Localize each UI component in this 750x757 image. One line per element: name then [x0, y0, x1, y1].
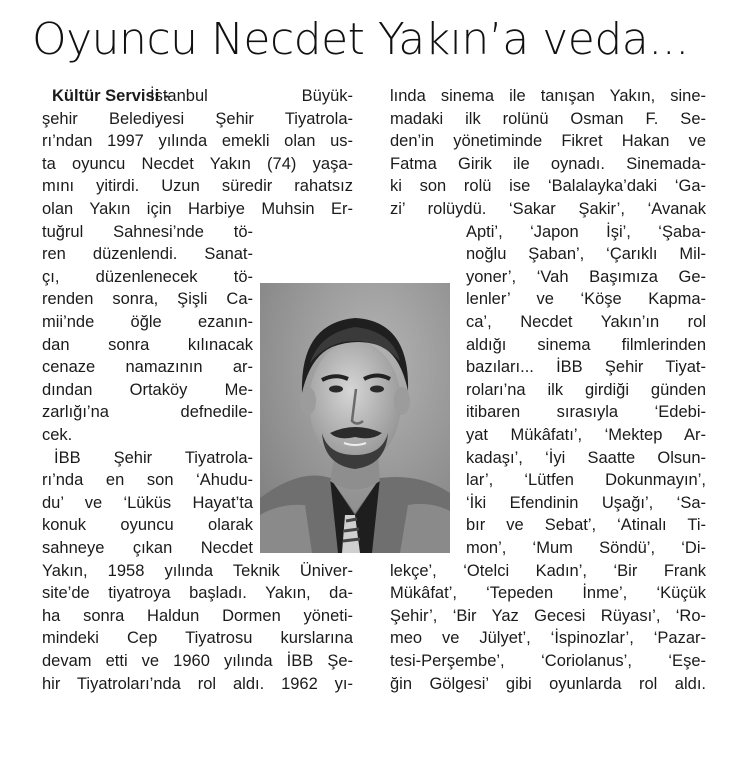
left-column-line: sahneye çıkan Necdet: [42, 539, 253, 557]
left-column-line: site’de tiyatroya başladı. Yakın, da-: [42, 584, 353, 603]
left-column-line: çı, düzenlenecek tö-: [42, 267, 253, 286]
left-column-line: ta oyuncu Necdet Yakın (74) yaşa-: [42, 154, 353, 173]
left-column-line: zarlığı’na defnedile-: [42, 403, 253, 422]
left-column-line: mindeki Cep Tiyatrosu kurslarına: [42, 629, 353, 648]
portrait-photo: [260, 283, 450, 553]
right-column-line: ca’, Necdet Yakın’ın rol: [466, 313, 706, 331]
right-column-line: ‘İki Efendinin Uşağı’, ‘Sa-: [466, 493, 706, 512]
right-column-line: zi’ rolüydü. ‘Sakar Şakir’, ‘Avanak: [390, 200, 706, 218]
right-column-line: yoner’, ‘Vah Başımıza Ge-: [466, 267, 706, 286]
right-column-line: den’in yönetiminde Fikret Hakan ve: [390, 132, 706, 151]
right-column-line: lenler’ ve ‘Köşe Kapma-: [466, 290, 706, 309]
left-column-line: du’ ve ‘Lüküs Hayat’ta: [42, 493, 253, 512]
right-column-line: mon’, ‘Mum Söndü’, ‘Di-: [466, 539, 706, 557]
headline: Oyuncu Necdet Yakın’a veda...: [32, 14, 689, 65]
right-column-line: roları’na ilk girdiği günden: [466, 380, 706, 399]
left-column-line: dan sonra kılınacak: [42, 335, 253, 354]
left-column-line: İstanbul Büyük-: [150, 87, 353, 105]
left-column-line: mını yitirdi. Uzun süredir rahatsız: [42, 177, 353, 196]
right-column-line: Şehir’, ‘Bir Yaz Gecesi Rüyası’, ‘Ro-: [390, 606, 706, 625]
left-column-line: cenaze namazının ar-: [42, 358, 253, 377]
left-column-line: Yakın, 1958 yılında Teknik Üniver-: [42, 561, 353, 580]
right-column-line: bır ve Sebat’, ‘Atinalı Ti-: [466, 516, 706, 535]
left-column-line: İBB Şehir Tiyatrola-: [54, 448, 253, 467]
left-column-line: dından Ortaköy Me-: [42, 380, 253, 399]
right-column-line: yat Mükâfatı’, ‘Mektep Ar-: [466, 426, 706, 444]
right-column-line: meo ve Jülyet’, ‘İspinozlar’, ‘Pazar-: [390, 629, 706, 648]
byline: Kültür Servisi -: [52, 87, 170, 105]
right-column-line: lında sinema ile tanışan Yakın, sine-: [390, 87, 706, 105]
left-column-line: rı’ndan 1997 yılında emekli olan us-: [42, 132, 353, 151]
right-column-line: Fatma Girik ile oynadı. Sinemada-: [390, 154, 706, 173]
left-column-line: mii’nde öğle ezanın-: [42, 313, 253, 331]
right-column-line: kadaşı’, ‘İyi Saatte Olsun-: [466, 448, 706, 467]
right-column-line: bazıları... İBB Şehir Tiyat-: [466, 358, 706, 377]
left-column-line: konuk oyuncu olarak: [42, 516, 253, 535]
right-column-line: lar’, ‘Lütfen Dokunmayın’,: [466, 471, 706, 490]
right-column-line: itibaren sırasıyla ‘Edebi-: [466, 403, 706, 422]
left-column-line: hir Tiyatroları’nda rol aldı. 1962 yı-: [42, 674, 353, 693]
left-column-line: olan Yakın için Harbiye Muhsin Er-: [42, 200, 353, 218]
right-column-line: aldığı sinema filmlerinden: [466, 335, 706, 354]
right-column-line: lekçe’, ‘Otelci Kadın’, ‘Bir Frank: [390, 561, 706, 580]
left-column-line: devam etti ve 1960 yılında İBB Şe-: [42, 652, 353, 670]
right-column-line: tesi-Perşembe’, ‘Coriolanus’, ‘Eşe-: [390, 652, 706, 670]
right-column-line: Mükâfat’, ‘Tepeden İnme’, ‘Küçük: [390, 584, 706, 603]
right-column-line: ki son rolü ise ‘Balalayka’daki ‘Ga-: [390, 177, 706, 196]
left-column-line: ren düzenlendi. Sanat-: [42, 245, 253, 264]
left-column-line: ha sonra Haldun Dormen yöneti-: [42, 606, 353, 625]
right-column-line: madaki ilk rolünü Osman F. Se-: [390, 109, 706, 128]
left-column-line: renden sonra, Şişli Ca-: [42, 290, 253, 309]
right-column-line: Apti’, ‘Japon İşi’, ‘Şaba-: [466, 222, 706, 241]
right-column-line: ğin Gölgesi’ gibi oyunlarda rol aldı.: [390, 674, 706, 693]
left-column-line: cek.: [42, 426, 73, 444]
right-column-line: noğlu Şaban’, ‘Çarıklı Mil-: [466, 245, 706, 264]
left-column-line: rı’nda en son ‘Ahudu-: [42, 471, 253, 490]
left-column-line: şehir Belediyesi Şehir Tiyatrola-: [42, 109, 353, 128]
left-column-line: tuğrul Sahnesi’nde tö-: [42, 222, 253, 241]
